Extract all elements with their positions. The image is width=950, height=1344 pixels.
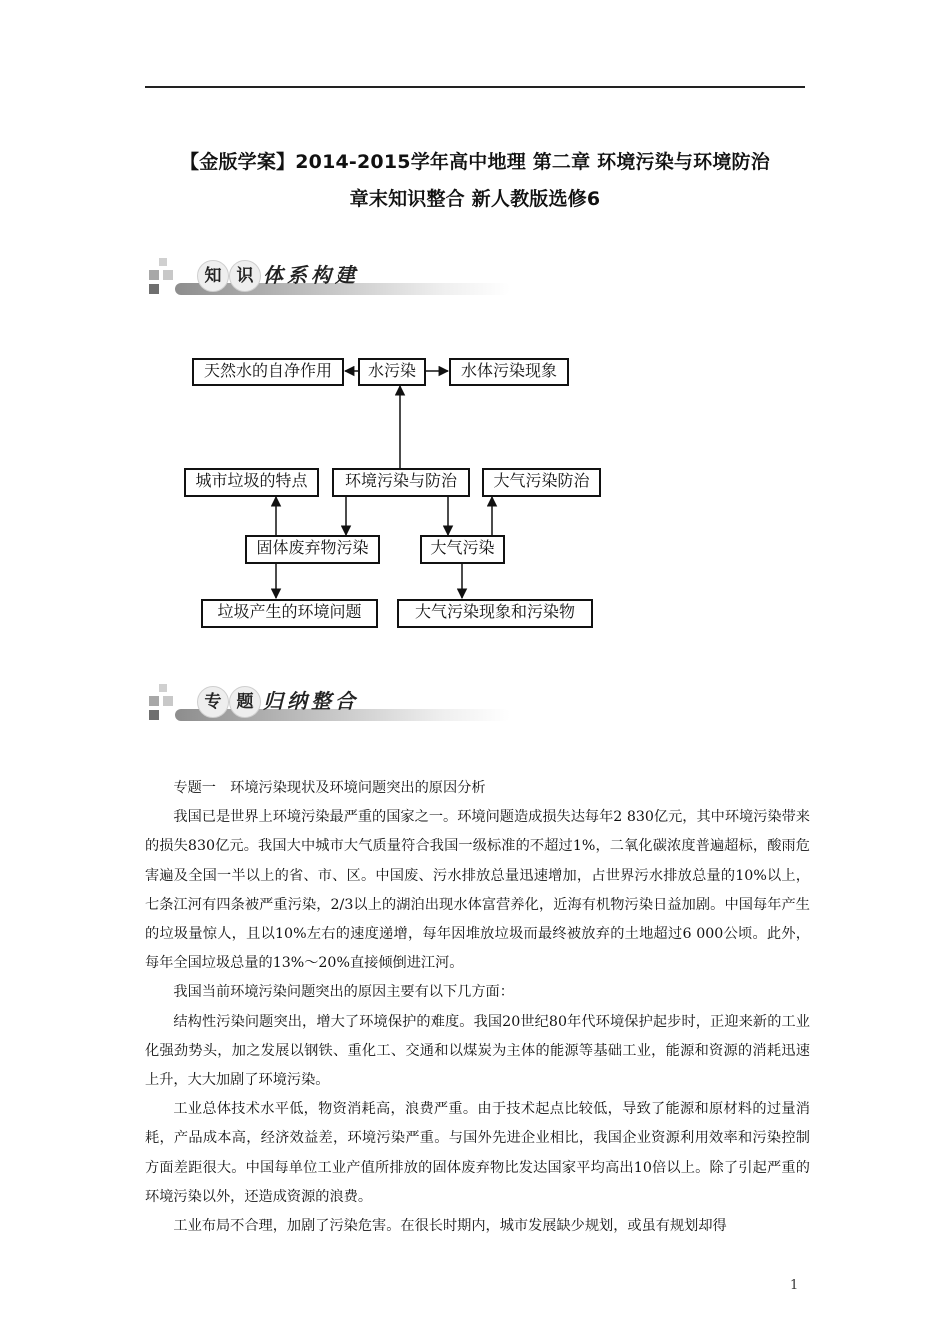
decor-square: [149, 710, 159, 720]
banner-text: 体系构建: [263, 263, 359, 287]
paragraph: 我国已是世界上环境污染最严重的国家之一。环境问题造成损失达每年2 830亿元，其中环境污染带来的损失830亿元。我国大中城市大气质量符合我国一级标准的不超过1%，二氧化碳浓度普遍超标，酸雨危害遍及全国一半以上的省、市、区。中国废、污水排放总量迅速增加，占世界污水排放总量的10%以上，七条江河有四条被严重污染，2/3以上的湖泊出现水体富营养化，近海有机物污染日益加剧。中国每年产生的垃圾量惊人，且以10%左右的速度递增，每年因堆放垃圾而最终被放弃的土地超过6 000公顷。此外，每年全国垃圾总量的13%～20%直接倾倒进江河。: [145, 809, 810, 972]
node-air-pollution: 大气污染: [420, 535, 505, 564]
body-text: [145, 774, 810, 1241]
section-banner-topic-summary: [145, 682, 515, 724]
node-water-pollution-phenomena: 水体污染现象: [449, 358, 569, 386]
banner-char-2: 题: [229, 686, 261, 718]
banner-char-1: 专: [197, 686, 229, 718]
node-air-pollution-control: 大气污染防治: [482, 468, 601, 497]
decor-square: [163, 696, 173, 706]
banner-char-2: 识: [229, 260, 261, 292]
page-number: 1: [790, 1278, 799, 1293]
node-pollution-and-control: 环境污染与防治: [332, 468, 470, 497]
paragraph: 工业布局不合理，加剧了污染危害。在很长时期内，城市发展缺少规划，或虽有规划却得: [173, 1218, 727, 1235]
topic-heading: 专题一 环境污染现状及环境问题突出的原因分析: [173, 780, 486, 796]
banner-text: 归纳整合: [263, 689, 359, 713]
banner-char-1: 知: [197, 260, 229, 292]
paragraph: 工业总体技术水平低，物资消耗高，浪费严重。由于技术起点比较低，导致了能源和原材料的过量消耗，产品成本高，经济效益差，环境污染严重。与国外先进企业相比，我国企业资源利用效率和污染控制方面差距很大。中国每单位工业产值所排放的固体废弃物比发达国家平均高出10倍以上。除了引起严重的环境污染以外，还造成资源的浪费。: [145, 1101, 810, 1205]
node-water-pollution: 水污染: [358, 358, 426, 386]
document-title-line2: 章末知识整合 新人教版选修6: [349, 188, 601, 210]
node-urban-garbage-features: 城市垃圾的特点: [184, 468, 319, 497]
node-solid-waste-pollution: 固体废弃物污染: [245, 535, 380, 564]
paragraph: 结构性污染问题突出，增大了环境保护的难度。我国20世纪80年代环境保护起步时，正迎来新的工业化强劲势头，加之发展以钢铁、重化工、交通和以煤炭为主体的能源等基础工业，能源和资源的消耗迅速上升，大大加剧了环境污染。: [145, 1013, 810, 1089]
node-air-pollution-phenomena: 大气污染现象和污染物: [397, 599, 593, 628]
document-title-line1: 【金版学案】2014-2015学年高中地理 第二章 环境污染与环境防治: [180, 151, 770, 173]
node-natural-self-purification: 天然水的自净作用: [192, 358, 344, 386]
decor-square: [149, 696, 159, 706]
node-garbage-env-problems: 垃圾产生的环境问题: [201, 599, 378, 628]
paragraph: 我国当前环境污染问题突出的原因主要有以下几方面：: [173, 984, 514, 1001]
decor-square: [159, 684, 167, 692]
